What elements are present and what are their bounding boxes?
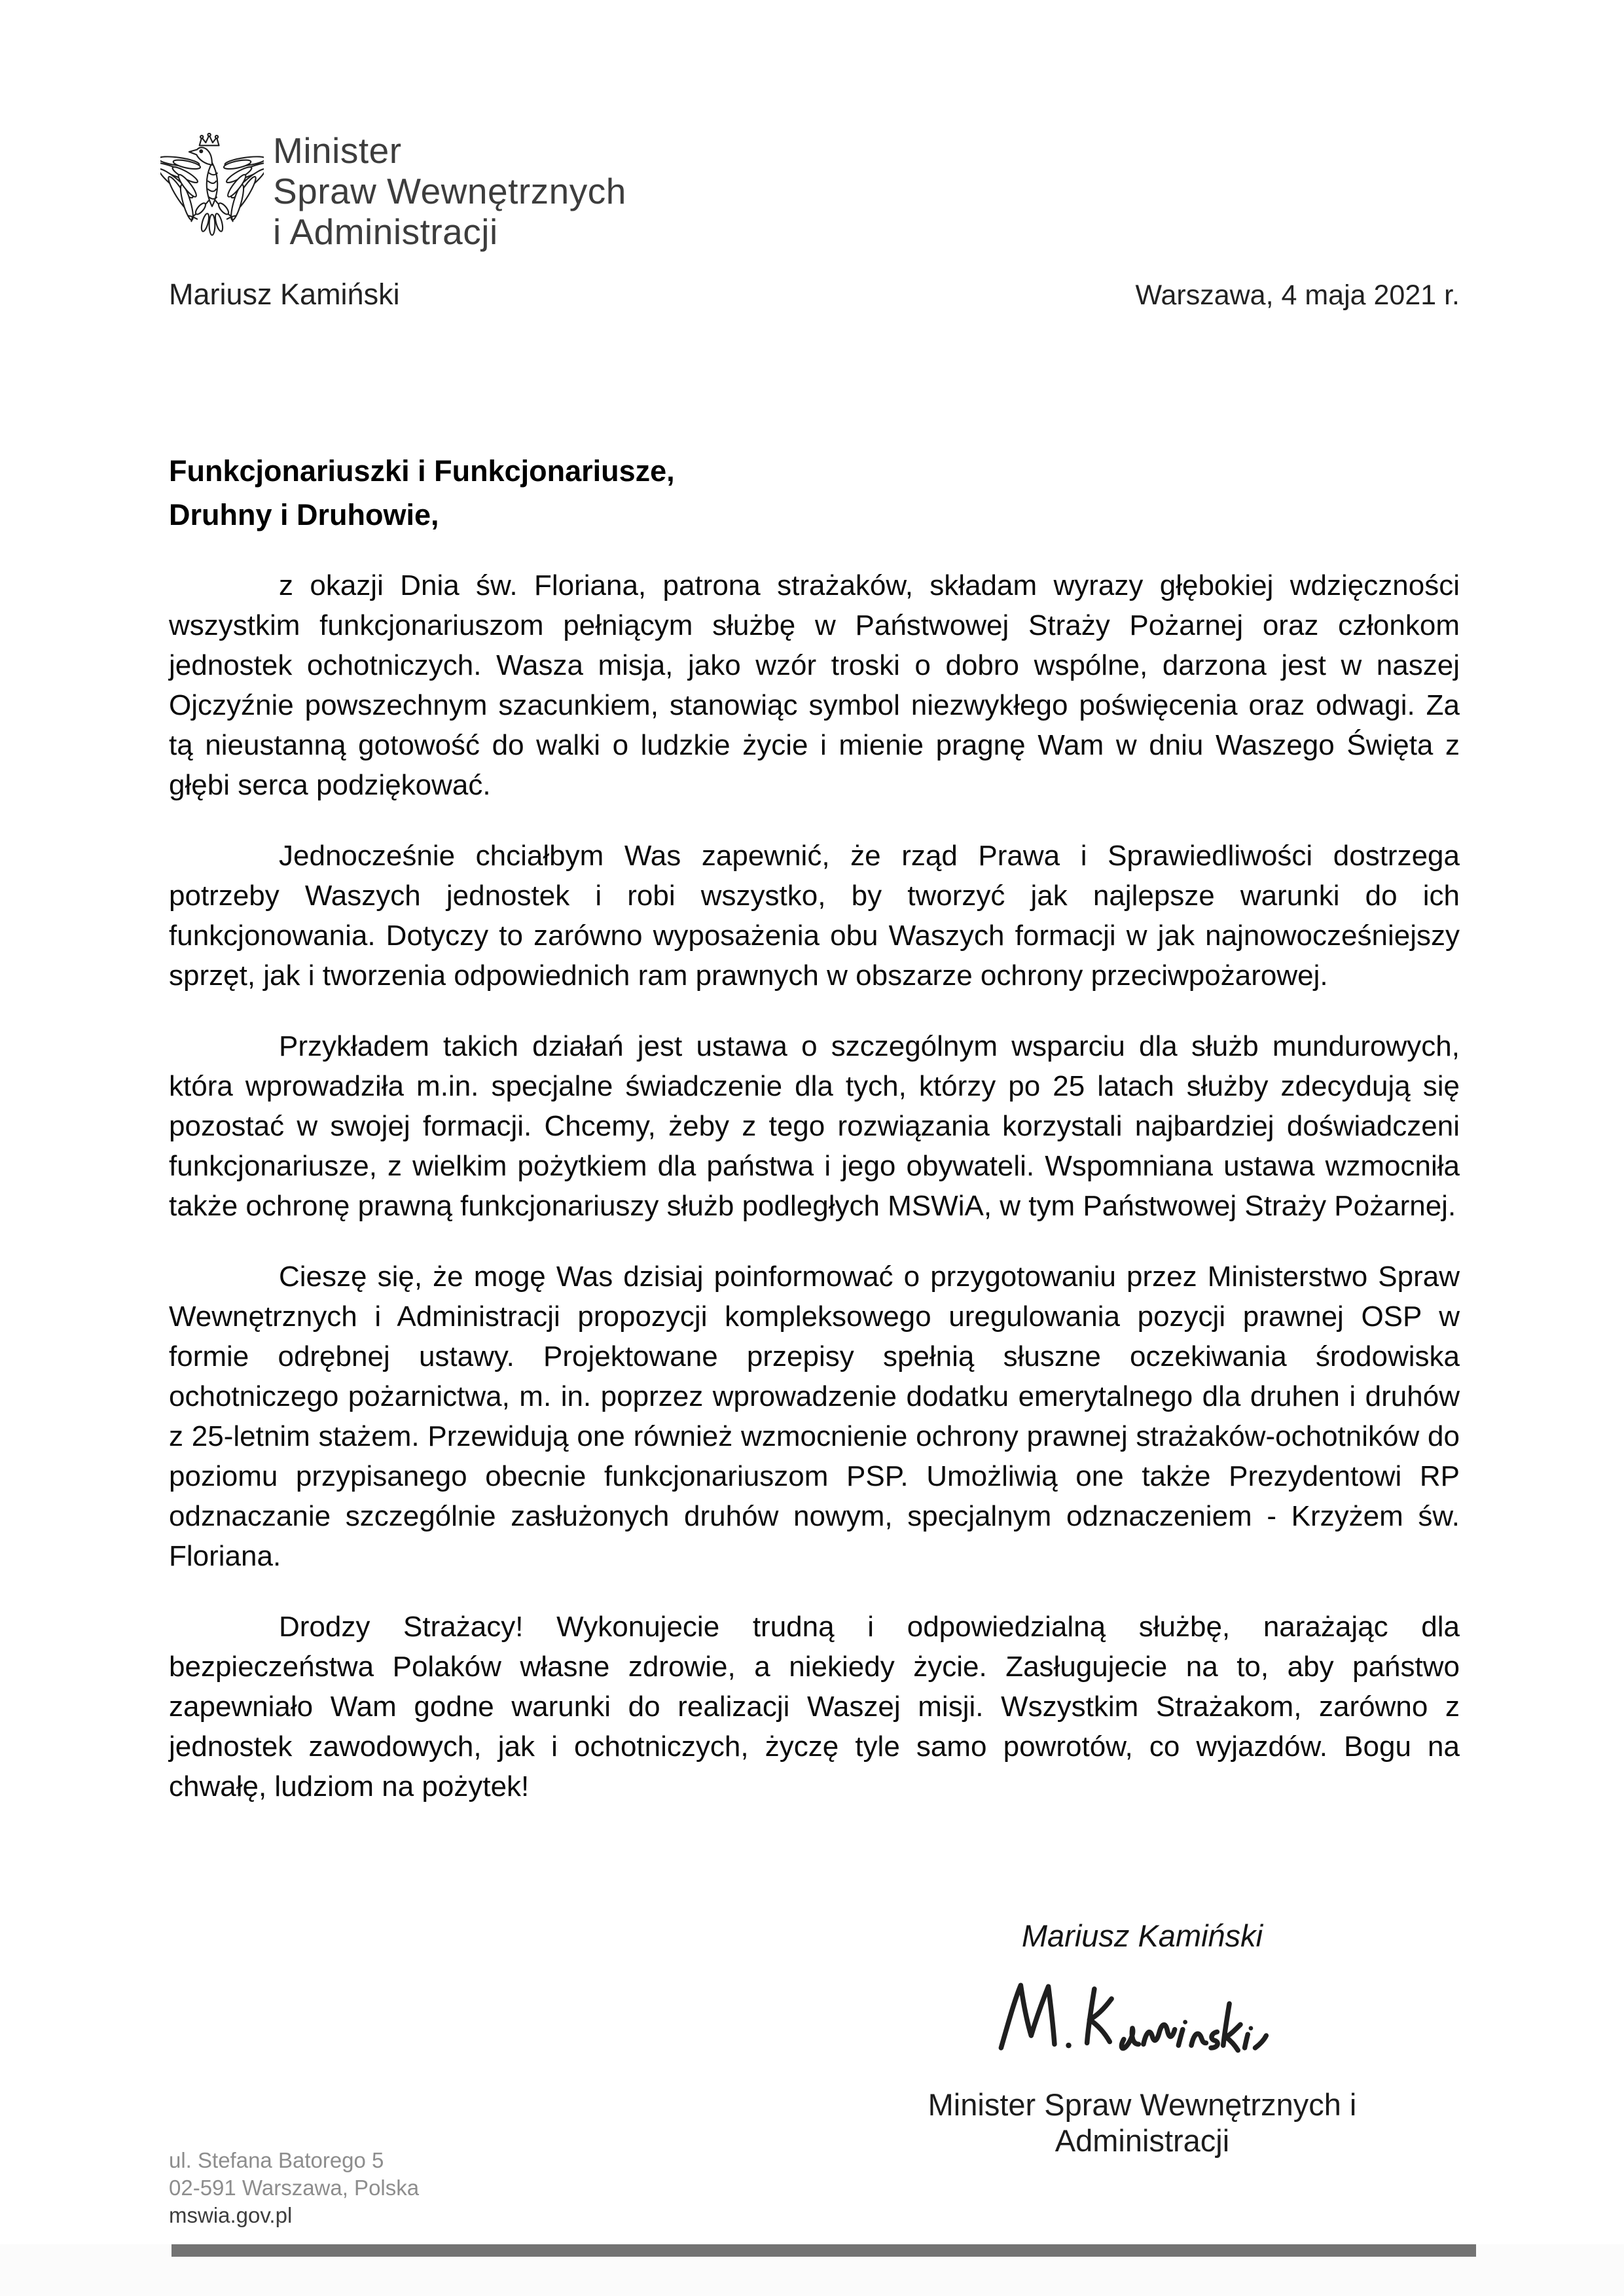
- letterhead-ministry-name: [273, 130, 626, 252]
- footer-address: [169, 2147, 419, 2229]
- polish-eagle-emblem-icon: [160, 133, 264, 245]
- footer-city: 02-591 Warszawa, Polska: [169, 2176, 420, 2200]
- salutation-line-1: Funkcjonariuszki i Funkcjonariusze,: [169, 454, 675, 488]
- salutation-line-2: Druhny i Druhowie,: [169, 498, 439, 531]
- paragraph-3: Przykładem takich działań jest ustawa o szczególnym wsparciu dla służb mundurowych, która wprowadziła m.in. specjalne świadczenie dla tych, którzy po 25 latach służby zdecydują się pozostać w swojej formacji. Chcemy, żeby z tego rozwiązania korzystali najbardziej doświadczeni funkcjonariusze, z wielkim pożytkiem dla państwa i jego obywateli. Wspomniana ustawa wzmocniła także ochronę prawną funkcjonariuszy służb podległych MSWiA, w tym Państwowej Straży Pożarnej.: [169, 1030, 1460, 1222]
- paragraph-5: Drodzy Strażacy! Wykonujecie trudną i odpowiedzialną służbę, narażając dla bezpieczeństwa Polaków własne zdrowie, a niekiedy życie. Zasługujecie na to, aby państwo zapewniało Wam godne warunki do realizacji Waszej misji. Wszystkim Strażakom, zarówno z jednostek zawodowych, jak i ochotniczych, życzę tyle samo powrotów, co wyjazdów. Bogu na chwałę, ludziom na pożytek!: [169, 1611, 1460, 1803]
- ministry-line-2: Spraw Wewnętrznych: [273, 171, 626, 211]
- ministry-line-3: i Administracji: [273, 211, 498, 252]
- bottom-divider-bar: [171, 2244, 1476, 2257]
- paragraph-4: Cieszę się, że mogę Was dzisiaj poinformować o przygotowaniu przez Ministerstwo Spraw Wewnętrznych i Administracji propozycji kompleksowego uregulowania pozycji prawnej OSP w formie odrębnej ustawy. Projektowane przepisy spełnią słuszne oczekiwania środowiska ochotniczego pożarnictwa, m. in. poprzez wprowadzenie dodatku emerytalnego dla druhen i druhów z 25-letnim stażem. Przewidują one również wzmocnienie ochrony prawnej strażaków-ochotników do poziomu przypisanego obecnie funkcjonariuszom PSP. Umożliwią one także Prezydentowi RP odznaczanie szczególnie zasłużonych druhów nowym, specjalnym odznaczeniem - Krzyżem św. Floriana.: [169, 1261, 1460, 1572]
- sender-date-row: [169, 278, 1460, 312]
- salutation: [169, 449, 675, 537]
- paragraph-1: z okazji Dnia św. Floriana, patrona strażaków, składam wyrazy głębokiej wdzięczności wszystkim funkcjonariuszom pełniącym służbę w Państwowej Straży Pożarnej oraz członkom jednostek ochotniczych. Wasza misja, jako wzór troski o dobro wspólne, darzona jest w naszej Ojczyźnie powszechnym szacunkiem, stanowiąc symbol niezwykłego poświęcenia oraz odwagi. Za tą nieustanną gotowość do walki o ludzkie życie i mienie pragnę Wam w dniu Waszego Święta z głębi serca podziękować.: [169, 569, 1460, 801]
- sender-name: Mariusz Kamiński: [169, 278, 400, 311]
- footer-street: ul. Stefana Batorego 5: [169, 2148, 384, 2172]
- paragraph-2: Jednocześnie chciałbym Was zapewnić, że rząd Prawa i Sprawiedliwości dostrzega potrzeby Waszych jednostek i robi wszystko, by tworzyć jak najlepsze warunki do ich funkcjonowania. Dotyczy to zarówno wyposażenia obu Waszych formacji w jak najnowocześniejszy sprzęt, jak i tworzenia odpowiednich ram prawnych w obszarze ochrony przeciwpożarowej.: [169, 840, 1460, 992]
- letter-body: [169, 565, 1460, 1837]
- signature-block: [841, 1918, 1443, 2159]
- handwritten-signature: [841, 1968, 1443, 2070]
- footer-website: mswia.gov.pl: [169, 2203, 293, 2227]
- signature-typed-name: Mariusz Kamiński: [1021, 1918, 1263, 1953]
- place-date: Warszawa, 4 maja 2021 r.: [1135, 279, 1460, 311]
- ministry-line-1: Minister: [273, 130, 402, 171]
- signature-title: Minister Spraw Wewnętrznych i Administracji: [928, 2087, 1357, 2158]
